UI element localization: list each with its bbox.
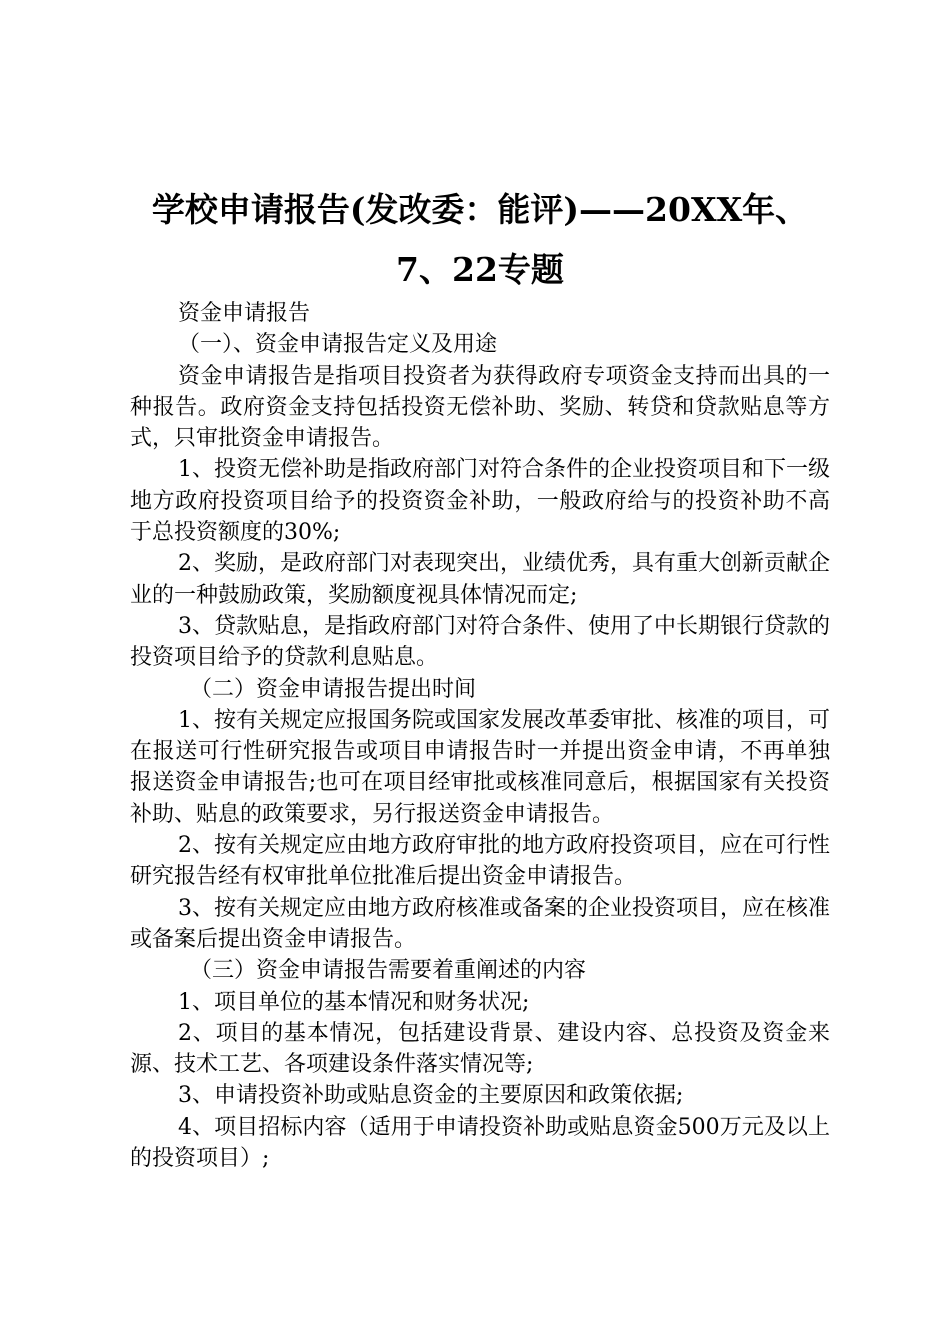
section-heading: （二）资金申请报告提出时间 bbox=[190, 676, 477, 702]
paragraph: 1、投资无偿补助是指政府部门对符合条件的企业投资项目和下一级地方政府投资项目给予的投资资金补助，一般政府给与的投资补助不高于总投资额度的30%; bbox=[130, 457, 830, 546]
paragraph: 2、项目的基本情况，包括建设背景、建设内容、总投资及资金来源、技术工艺、各项建设条件落实情况等; bbox=[130, 1020, 830, 1078]
paragraph: 1、项目单位的基本情况和财务状况; bbox=[178, 989, 530, 1015]
section-heading: （一）、资金申请报告定义及用途 bbox=[178, 332, 498, 358]
document-body bbox=[130, 298, 830, 1174]
paragraph: 2、按有关规定应由地方政府审批的地方政府投资项目，应在可行性研究报告经有权审批单位批准后提出资金申请报告。 bbox=[130, 833, 830, 890]
document-title-line-2: 7、22专题 bbox=[396, 250, 564, 289]
paragraph: 1、按有关规定应报国务院或国家发展改革委审批、核准的项目，可在报送可行性研究报告或项目申请报告时一并提出资金申请，不再单独报送资金申请报告;也可在项目经审批或核准同意后，根据国家有关投资补助、贴息的政策要求，另行报送资金申请报告。 bbox=[130, 707, 830, 827]
paragraph: 3、按有关规定应由地方政府核准或备案的企业投资项目，应在核准或备案后提出资金申请报告。 bbox=[130, 895, 830, 952]
section-heading: 资金申请报告 bbox=[178, 301, 311, 326]
paragraph: 资金申请报告是指项目投资者为获得政府专项资金支持而出具的一种报告。政府资金支持包括投资无偿补助、奖励、转贷和贷款贴息等方式，只审批资金申请报告。 bbox=[130, 363, 830, 452]
paragraph: 4、项目招标内容（适用于申请投资补助或贴息资金500万元及以上的投资项目）; bbox=[130, 1114, 830, 1172]
paragraph: 3、贷款贴息，是指政府部门对符合条件、使用了中长期银行贷款的投资项目给予的贷款利息贴息。 bbox=[130, 613, 830, 671]
paragraph: 3、申请投资补助或贴息资金的主要原因和政策依据; bbox=[178, 1083, 684, 1109]
paragraph: 2、奖励，是政府部门对表现突出，业绩优秀，具有重大创新贡献企业的一种鼓励政策，奖励额度视具体情况而定; bbox=[130, 551, 830, 608]
document-title-line-1: 学校申请报告(发改委：能评)——20XX年、 bbox=[151, 190, 809, 229]
section-heading: （三）资金申请报告需要着重阐述的内容 bbox=[190, 958, 587, 984]
